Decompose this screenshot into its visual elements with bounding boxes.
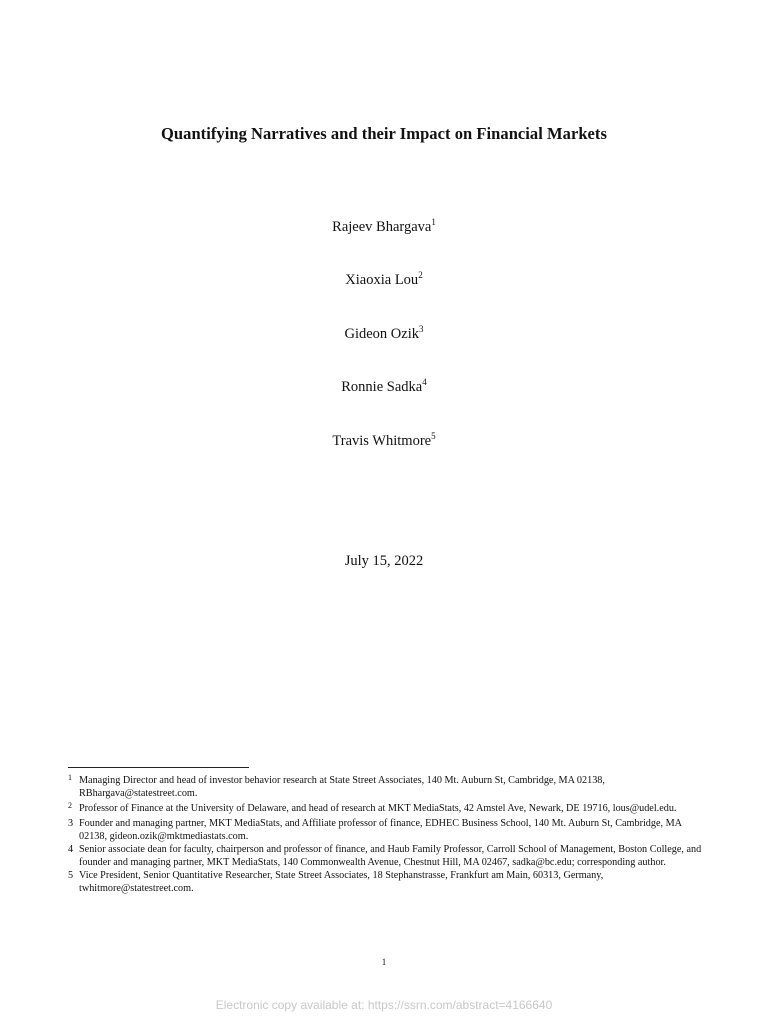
footnote-mark: 2 (68, 801, 72, 810)
author-5 (0, 433, 768, 450)
footnote-1 (68, 774, 708, 800)
footnote-text: Founder and managing partner, MKT MediaStats, and Affiliate professor of finance, EDHEC Business School, 140 Mt. Auburn St, Cambridge, MA 02138, gideon.ozik@mktmediastats.com. (79, 818, 682, 842)
footnote-5 (68, 869, 708, 895)
page-number: 1 (381, 957, 387, 967)
author-name: Rajeev Bhargava (332, 219, 432, 235)
author-footnote-mark: 2 (418, 270, 423, 280)
author-1 (0, 219, 768, 236)
footnote-3 (68, 817, 708, 843)
footnote-text: Managing Director and head of investor behavior research at State Street Associates, 140 Mt. Auburn St, Cambridge, MA 02138, RBhargava@statestreet.com. (79, 775, 605, 799)
paper-title: Quantifying Narratives and their Impact on Financial Markets (161, 124, 607, 143)
footnote-text: Vice President, Senior Quantitative Researcher, State Street Associates, 18 Stephanstrasse, Frankfurt am Main, 60313, Germany, twhitmore@statestreet.com. (79, 870, 604, 894)
footnote-mark: 1 (68, 773, 72, 782)
author-footnote-mark: 4 (422, 377, 427, 387)
footnotes (68, 774, 708, 895)
author-name: Xiaoxia Lou (345, 272, 419, 288)
footnote-divider (68, 767, 249, 768)
author-footnote-mark: 3 (419, 324, 424, 334)
footnote-mark: 5 (68, 870, 74, 881)
publication-date: July 15, 2022 (344, 553, 424, 569)
author-footnote-mark: 1 (431, 217, 436, 227)
footnote-mark: 3 (68, 818, 74, 829)
author-name: Travis Whitmore (332, 433, 432, 449)
footnote-mark: 4 (68, 844, 74, 855)
author-2 (0, 272, 768, 289)
author-3 (0, 326, 768, 343)
footnote-2 (68, 802, 708, 815)
ssrn-watermark: Electronic copy available at: https://ssrn.com/abstract=4166640 (215, 998, 553, 1012)
footnote-4 (68, 843, 708, 869)
author-4 (0, 379, 768, 396)
author-footnote-mark: 5 (431, 431, 436, 441)
footnote-text: Senior associate dean for faculty, chairperson and professor of finance, and Haub Family Professor, Carroll School of Management, Boston College, and founder and managing partner, MKT MediaStats, 140 Commonwealth Avenue, Chestnut Hill, MA 02467, sadka@bc.edu; corresponding author. (79, 844, 702, 868)
footnote-text: Professor of Finance at the University of Delaware, and head of research at MKT MediaStats, 42 Amstel Ave, Newark, DE 19716, lous@udel.edu. (79, 803, 677, 814)
author-name: Gideon Ozik (344, 326, 419, 342)
author-name: Ronnie Sadka (341, 379, 423, 395)
